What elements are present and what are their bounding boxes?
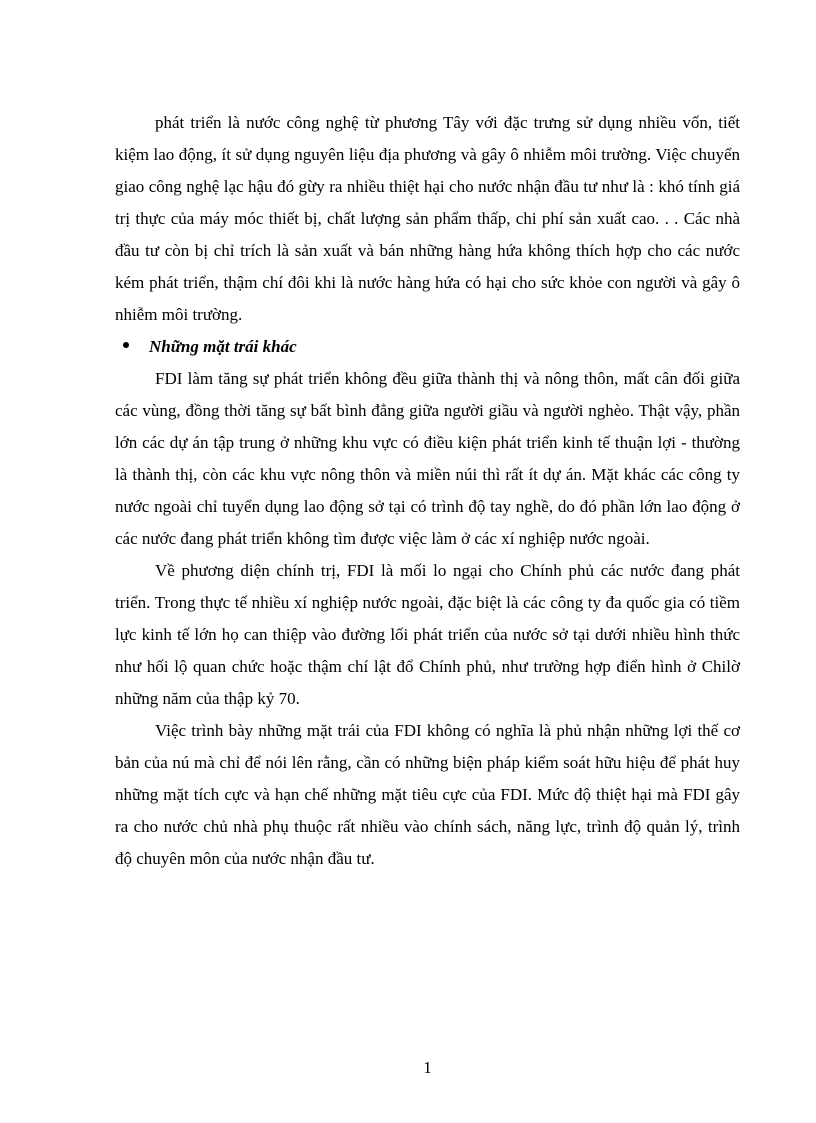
- paragraph-conclusion: Việc trình bày những mặt trái của FDI không có nghĩa là phủ nhận những lợi thế cơ bản của nú mà chỉ để nói lên rằng, cần có những biện pháp kiểm soát hữu hiệu để phát huy những mặt tích cực và hạn chế những mặt tiêu cực của FDI. Mức độ thiệt hại mà FDI gây ra cho nước chủ nhà phụ thuộc rất nhiều vào chính sách, năng lực, trình độ quản lý, trình độ chuyên môn của nước nhận đầu tư.: [115, 721, 740, 868]
- paragraph-unequal-development: FDI làm tăng sự phát triển không đều giữa thành thị và nông thôn, mất cân đối giữa các vùng, đồng thời tăng sự bất bình đẳng giữa người giầu và người nghèo. Thật vậy, phần lớn các dự án tập trung ở những khu vực có điều kiện phát triển kinh tế thuận lợi - thường là thành thị, còn các khu vực nông thôn và miền núi thì rất ít dự án. Mặt khác các công ty nước ngoài chỉ tuyển dụng lao động sở tại có trình độ tay nghề, do đó phần lớn lao động ở các nước đang phát triển không tìm được việc làm ở các xí nghiệp nước ngoài.: [115, 369, 740, 548]
- document-page: [115, 107, 740, 875]
- bullet-icon: [123, 342, 129, 348]
- bullet-heading-row: [115, 331, 740, 363]
- paragraph-political-concerns: Về phương diện chính trị, FDI là mối lo ngại cho Chính phủ các nước đang phát triển. Trong thực tế nhiều xí nghiệp nước ngoài, đặc biệt là các công ty đa quốc gia có tiềm lực kinh tế lớn họ can thiệp vào đường lối phát triển của nước sở tại dưới nhiều hình thức như hối lộ quan chức hoặc thậm chí lật đổ Chính phủ, như trường hợp điển hình ở Chilờ những năm của thập kỷ 70.: [115, 561, 740, 708]
- paragraph-continued: phát triển là nước công nghệ từ phương Tây với đặc trưng sử dụng nhiều vốn, tiết kiệm lao động, ít sử dụng nguyên liệu địa phương và gây ô nhiễm môi trường. Việc chuyển giao công nghệ lạc hậu đó gừy ra nhiều thiệt hại cho nước nhận đầu tư như là : khó tính giá trị thực của máy móc thiết bị, chất lượng sản phẩm thấp, chi phí sản xuất cao. . . Các nhà đầu tư còn bị chỉ trích là sản xuất và bán những hàng hứa không thích hợp cho các nước kém phát triển, thậm chí đôi khi là nước hàng hứa có hại cho sức khỏe con người và gây ô nhiễm môi trường.: [115, 113, 740, 324]
- page-number: 1: [423, 1058, 432, 1077]
- section-heading: Những mặt trái khác: [149, 337, 297, 356]
